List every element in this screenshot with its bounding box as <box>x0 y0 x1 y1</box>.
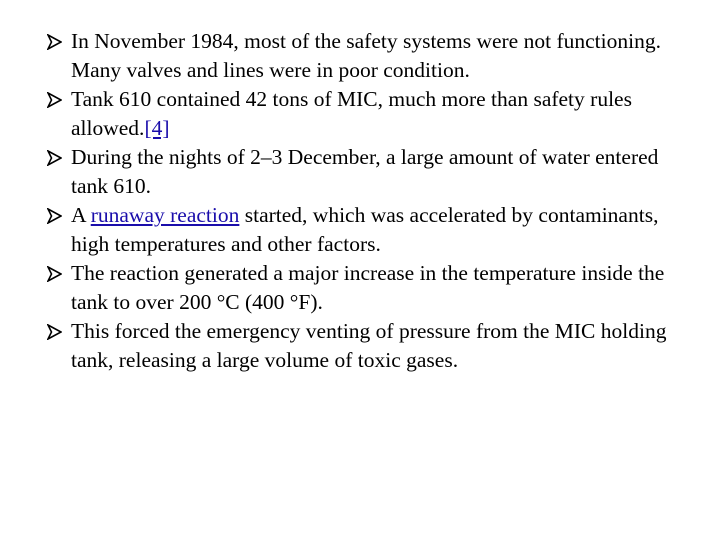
bullet-item <box>44 27 694 85</box>
arrowhead-bullet-icon <box>47 208 62 224</box>
bullet-item <box>44 201 694 259</box>
arrowhead-bullet-icon <box>47 324 62 340</box>
arrowhead-bullet-icon <box>47 150 62 166</box>
bullet-text: Tank 610 contained 42 tons of MIC, much more than safety rules allowed. <box>71 87 632 140</box>
citation-link-4[interactable]: [4] <box>144 115 170 140</box>
bullet-text: started, which was accelerated by contaminants, high temperatures and other factors. <box>71 203 659 257</box>
arrowhead-bullet-icon <box>47 34 62 50</box>
bullet-text: During the nights of 2–3 December, a large amount of water entered tank 610. <box>71 145 659 198</box>
bullet-text: In November 1984, most of the safety systems were not functioning. Many valves and lines were in poor condition. <box>71 29 661 82</box>
bullet-list <box>44 27 694 376</box>
bullet-text: This forced the emergency venting of pressure from the MIC holding tank, releasing a large volume of toxic gases. <box>71 319 667 373</box>
runaway-reaction-link[interactable]: runaway reaction <box>90 203 240 228</box>
bullet-text: The reaction generated a major increase in the temperature inside the tank to over 200 °C (400 °F). <box>71 261 665 315</box>
bullet-item <box>44 143 694 201</box>
bullet-item <box>44 259 694 317</box>
arrowhead-bullet-icon <box>47 266 62 282</box>
bullet-text: A <box>71 203 91 228</box>
arrowhead-bullet-icon <box>47 92 62 108</box>
bullet-item <box>44 85 694 143</box>
bullet-item <box>44 317 694 375</box>
